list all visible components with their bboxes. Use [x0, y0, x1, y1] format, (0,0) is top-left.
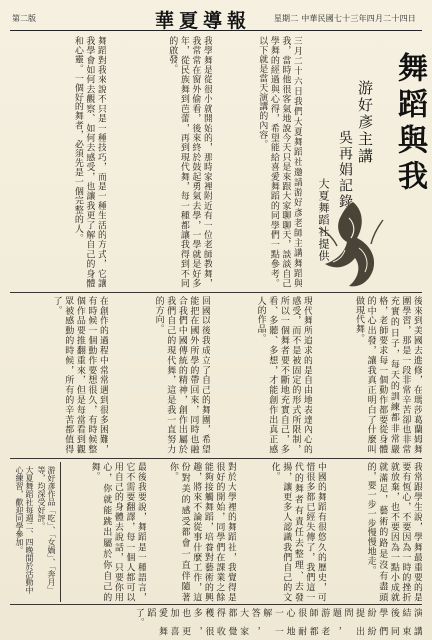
footnote-2: 大夏舞蹈社每週二、四晚間於活動中心練習，歡迎同學參加。 — [15, 466, 34, 594]
article-title: 舞蹈與我 — [392, 52, 427, 196]
footnote-divider — [60, 462, 61, 602]
weekday: 星期二 — [273, 14, 299, 23]
footnote-1: 游好彥作品「吃」、「女媧」、「奔月」等，均深受好評。 — [37, 466, 56, 594]
date-text: 中華民國七十三年四月二十四日 — [301, 14, 416, 23]
publication-date — [274, 13, 416, 24]
article-column-3: 舞蹈對我來說不只是一種技巧，而是一種生活的方式，它讓我學會如何去觀察、如何去感受，也讓我更了解自己的身體和心靈。一個好的舞者，必須先是一個完整的人。 — [72, 36, 106, 288]
article-title-block — [305, 38, 427, 288]
article-column-10: 對於大學裡的舞蹈社，我覺得是很好的開始，同學們在課業之餘能夠接觸舞蹈，培養對藝術的興趣，將來不論從事什麼工作，這份對美的感受都會一直伴隨著你。 — [168, 462, 236, 602]
section-divider-1 — [10, 292, 422, 293]
photo-credit: 大夏舞蹈社提供 — [317, 178, 330, 262]
article-column-9: 中國的舞蹈有很悠久的歷史，可惜很多都已經失傳了，我們這一代的舞者有責任去整理、去發揚，讓更多人認識我們自己的文化。 — [269, 462, 326, 602]
top-rule — [10, 30, 422, 31]
article-column-5: 現代舞所追求的是自由地表達內心的感受，而不是被固定的形式所限制，所以一個舞者要不斷地充實自己，多看、多聽、多想，才能創作出真正感人的作品。 — [255, 296, 312, 454]
issue-label: 第二版 — [12, 14, 36, 23]
masthead — [0, 6, 432, 30]
article-column-7: 在創作的過程中常常遇到很多困難，有時候一個動作要想很久，有時候整個作品要推翻重來，但是每當看到觀眾被感動的時候，所有的辛苦都值得了。 — [51, 296, 108, 454]
article-column-6: 回國以後我成立了自己的舞團，希望能把在國外所學的帶回來，同時也融合我們中國傳統的精神，創作出屬於我們自己的現代舞，這是我一直努力的方向。 — [153, 296, 210, 454]
section-divider-2 — [10, 458, 422, 459]
article-column-12: 演講結束後同學們紛紛提出問題，游老師都很耐心地一一解答，大家都覺得收穫很多，也更加喜愛舞蹈了。 — [133, 608, 422, 636]
lecturer-line: 游好彥主講 — [356, 80, 374, 165]
article-column-2: 我學舞是從很小就開始的，那時家裡附近有一位老師教舞，我常常在窗外偷看，後來終於鼓起勇氣去學，一學就是好多年，從民族舞到芭蕾，再到現代舞，每一種都讓我得到不同的啟發。 — [167, 36, 212, 288]
article-column-11: 最後我要說，舞蹈是一種語言，它不需要翻譯，每一個人都可以用自己的身體去說話，只要你用心，你就能跳出屬於你自己的舞。 — [89, 462, 146, 602]
article-column-4: 後來到美國去進修，在瑪莎葛蘭姆舞團學習，那是一段非常辛苦卻也非常充實的日子，每天的訓練都非常嚴格，老師要求每一個動作都要從身體的中心出發，讓我真正明白了什麼叫做現代舞。 — [354, 296, 422, 454]
article-column-8: 我常跟學生說，學舞最重要的是要有恆心，不要因為一時的挫折就放棄，也不要因為一點小成就就滿足，藝術的路是沒有盡頭的，要一步一步慢慢地走。 — [365, 462, 422, 602]
bottom-rule — [10, 604, 422, 605]
article-column-1: 三月二十六日我們大夏舞蹈社邀請游好彥老師主講舞蹈與我，當時他很客氣地說今天只是來跟大家聊聊天，談談自己學舞的經過與心得，希望能給喜愛舞蹈的同學們一點參考。以下就是當天演講的內容。 — [257, 36, 302, 288]
dancer-illustration — [313, 198, 393, 290]
newspaper-title: 華夏導報 — [155, 10, 252, 32]
recorder-line: 吳再娟記錄 — [337, 130, 353, 210]
